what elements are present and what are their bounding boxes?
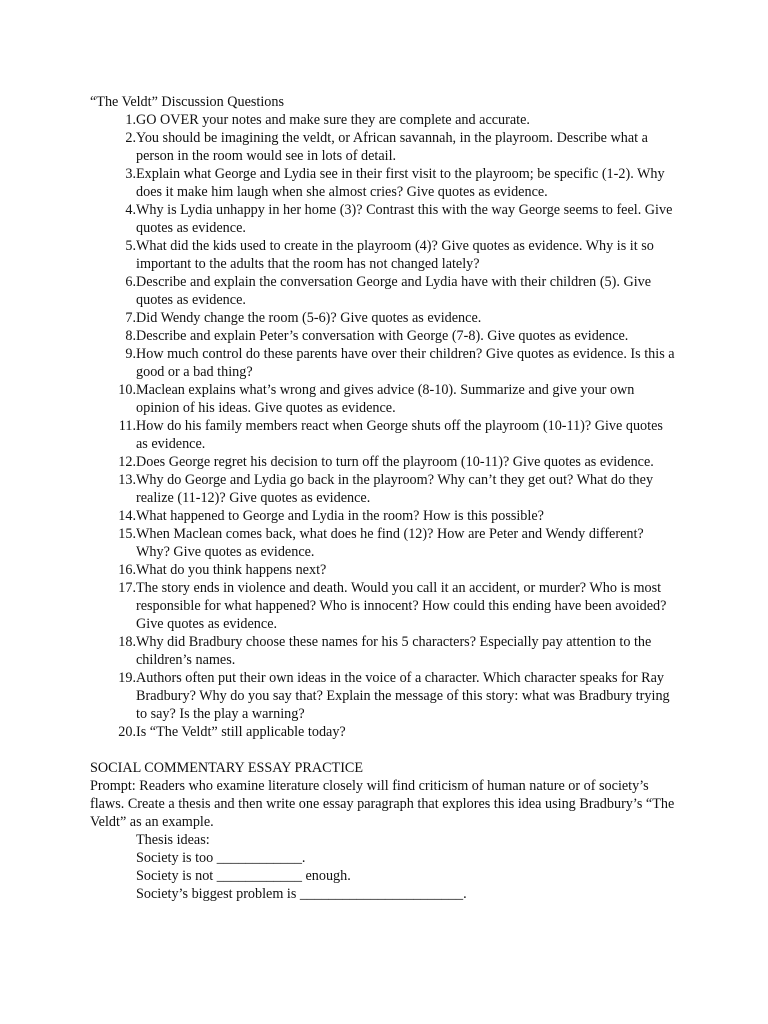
thesis-label: Thesis ideas: <box>136 832 210 848</box>
question-number <box>90 111 136 129</box>
question-item <box>90 129 690 165</box>
question-number <box>90 723 136 741</box>
essay-heading: SOCIAL COMMENTARY ESSAY PRACTICE <box>90 760 364 776</box>
question-number-label: 4. <box>125 202 136 218</box>
question-number <box>90 201 136 219</box>
thesis-line: Society is not ____________ enough. <box>136 868 351 884</box>
question-list <box>90 111 690 741</box>
question-number-label: 19. <box>118 670 136 686</box>
question-item <box>90 723 690 741</box>
question-text: How do his family members react when George shuts off the playroom (10-11)? Give quotes as evidence. <box>136 418 663 452</box>
question-number <box>90 579 136 597</box>
question-number-label: 3. <box>125 166 136 182</box>
question-number-label: 18. <box>118 634 136 650</box>
question-number-label: 2. <box>125 130 136 146</box>
question-item <box>90 201 690 237</box>
section-spacer <box>90 741 690 759</box>
question-number-label: 9. <box>125 346 136 362</box>
question-item <box>90 453 690 471</box>
question-item <box>90 345 690 381</box>
question-item <box>90 579 690 633</box>
question-text: Maclean explains what’s wrong and gives advice (8-10). Summarize and give your own opinion of his ideas. Give quotes as evidence. <box>136 382 635 416</box>
question-number <box>90 669 136 687</box>
question-item <box>90 633 690 669</box>
question-number-label: 8. <box>125 328 136 344</box>
question-item <box>90 111 690 129</box>
question-item <box>90 471 690 507</box>
question-item <box>90 309 690 327</box>
question-number-label: 17. <box>118 580 136 596</box>
question-text: What do you think happens next? <box>136 562 327 578</box>
question-number <box>90 345 136 363</box>
document-title: “The Veldt” Discussion Questions <box>90 94 285 110</box>
thesis-line: Society’s biggest problem is _______________________. <box>136 886 467 902</box>
question-item <box>90 525 690 561</box>
question-text: The story ends in violence and death. Would you call it an accident, or murder? Who is most responsible for what happened? Who is innocent? How could this ending have been avoided? Give quotes as evidence. <box>136 580 667 632</box>
question-item <box>90 507 690 525</box>
question-number-label: 11. <box>118 418 136 434</box>
question-item <box>90 561 690 579</box>
question-number <box>90 525 136 543</box>
question-text: How much control do these parents have over their children? Give quotes as evidence. Is this a good or a bad thing? <box>136 346 675 380</box>
question-number-label: 6. <box>125 274 136 290</box>
question-text: Why did Bradbury choose these names for his 5 characters? Especially pay attention to the children’s names. <box>136 634 652 668</box>
question-text: Is “The Veldt” still applicable today? <box>136 724 346 740</box>
question-text: Does George regret his decision to turn off the playroom (10-11)? Give quotes as evidence. <box>136 454 654 470</box>
question-text: What did the kids used to create in the playroom (4)? Give quotes as evidence. Why is it so important to the adults that the room has not changed lately? <box>136 238 654 272</box>
thesis-line: Society is too ____________. <box>136 850 306 866</box>
question-text: Authors often put their own ideas in the voice of a character. Which character speaks for Ray Bradbury? Why do you say that? Explain the message of this story: what was Bradbury trying to say? Is the play a warning? <box>136 670 670 722</box>
question-number-label: 13. <box>118 472 136 488</box>
question-number <box>90 561 136 579</box>
question-text: Explain what George and Lydia see in their first visit to the playroom; be specific (1-2). Why does it make him laugh when she almost cries? Give quotes as evidence. <box>136 166 665 200</box>
thesis-ideas <box>90 831 690 903</box>
question-text: What happened to George and Lydia in the room? How is this possible? <box>136 508 544 524</box>
question-number <box>90 165 136 183</box>
question-number-label: 1. <box>125 112 136 128</box>
question-number-label: 12. <box>118 454 136 470</box>
question-item <box>90 417 690 453</box>
question-text: Describe and explain the conversation George and Lydia have with their children (5). Give quotes as evidence. <box>136 274 652 308</box>
question-item <box>90 165 690 201</box>
question-text: GO OVER your notes and make sure they are complete and accurate. <box>136 112 530 128</box>
question-text: Why is Lydia unhappy in her home (3)? Contrast this with the way George seems to feel. Give quotes as evidence. <box>136 202 673 236</box>
question-number-label: 16. <box>118 562 136 578</box>
question-number <box>90 453 136 471</box>
question-text: Did Wendy change the room (5-6)? Give quotes as evidence. <box>136 310 482 326</box>
question-number <box>90 273 136 291</box>
document-page <box>90 93 690 903</box>
question-number <box>90 471 136 489</box>
question-number-label: 10. <box>118 382 136 398</box>
question-number-label: 7. <box>125 310 136 326</box>
question-number <box>90 417 136 435</box>
question-number-label: 15. <box>118 526 136 542</box>
essay-prompt: Prompt: Readers who examine literature closely will find criticism of human nature or of society’s flaws. Create a thesis and then write one essay paragraph that explores this idea using Bradbury’s “The Veldt” as an example. <box>90 778 675 830</box>
question-item <box>90 273 690 309</box>
question-number <box>90 633 136 651</box>
question-text: When Maclean comes back, what does he find (12)? How are Peter and Wendy different? Why? Give quotes as evidence. <box>136 526 644 560</box>
question-item <box>90 381 690 417</box>
question-text: You should be imagining the veldt, or African savannah, in the playroom. Describe what a person in the room would see in lots of detail. <box>136 130 648 164</box>
question-item <box>90 669 690 723</box>
question-number <box>90 327 136 345</box>
question-number-label: 5. <box>125 238 136 254</box>
question-number <box>90 381 136 399</box>
question-text: Why do George and Lydia go back in the playroom? Why can’t they get out? What do they realize (11-12)? Give quotes as evidence. <box>136 472 654 506</box>
question-number-label: 20. <box>118 724 136 740</box>
question-number <box>90 507 136 525</box>
question-number <box>90 237 136 255</box>
question-number <box>90 309 136 327</box>
question-item <box>90 237 690 273</box>
question-number-label: 14. <box>118 508 136 524</box>
question-text: Describe and explain Peter’s conversation with George (7-8). Give quotes as evidence. <box>136 328 629 344</box>
question-item <box>90 327 690 345</box>
question-number <box>90 129 136 147</box>
